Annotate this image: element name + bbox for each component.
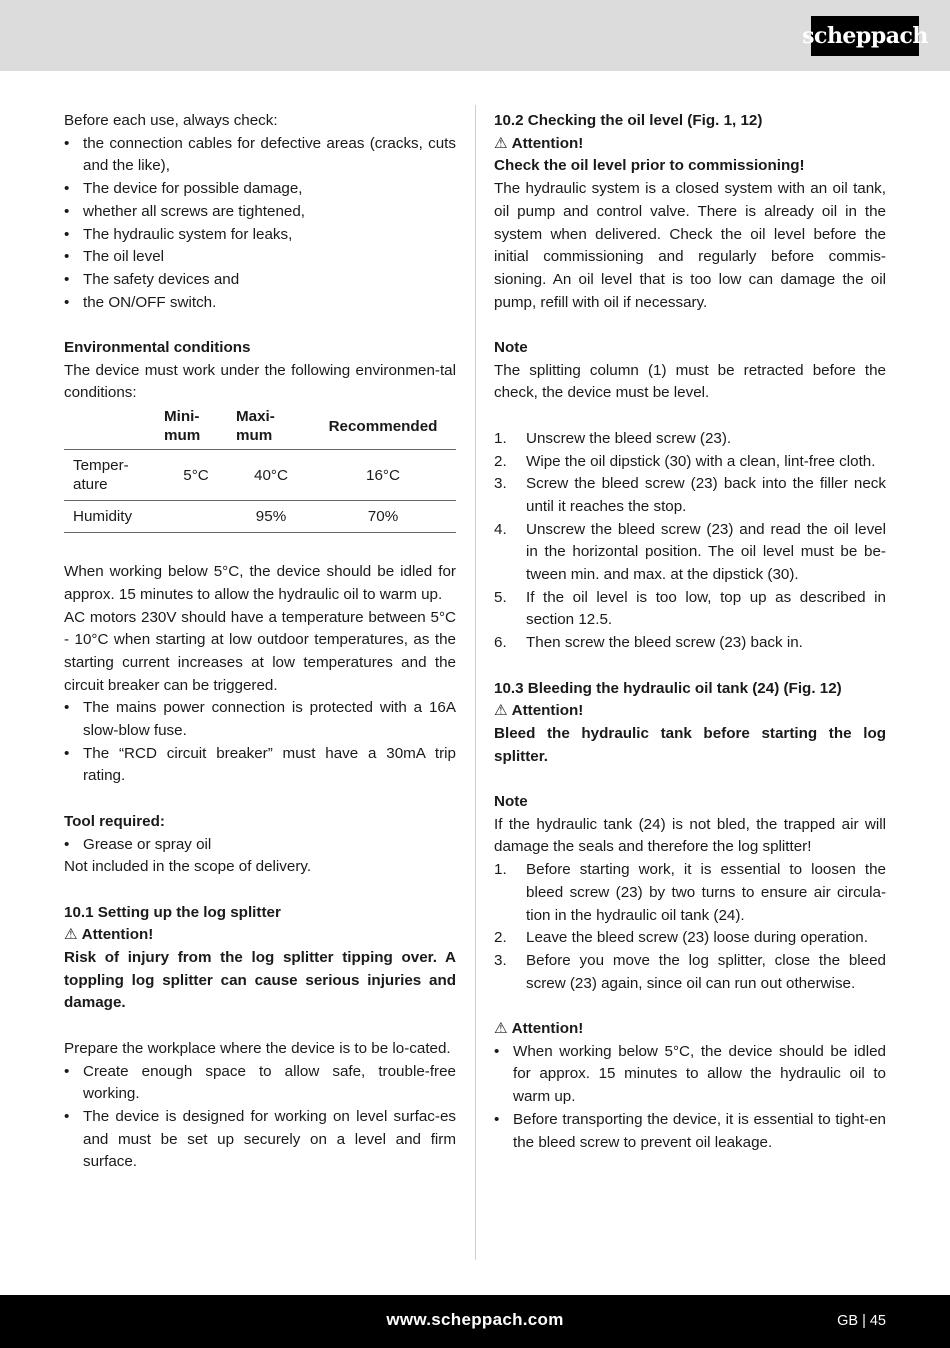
bleed-steps [494, 859, 886, 995]
table-cell [160, 501, 232, 533]
list-item: • The device for possible damage, [64, 178, 456, 201]
table-header-cell: Mini-mum [160, 407, 232, 450]
section-10-2-text: The hydraulic system is a closed system with an oil tank, oil pump and control valve. There is already oil in the system when delivered. Check the oil level before the initial commissioning and regularly before commis-sioning. An oil level that is too low can damage the oil pump, refill with oil if necessary. [494, 180, 886, 311]
table-header-cell [64, 407, 160, 450]
table-cell: Humidity [64, 501, 160, 533]
table-header-cell: Maxi-mum [232, 407, 310, 450]
env-heading: Environmental conditions [64, 339, 251, 357]
ac-motors-text: AC motors 230V should have a temperature between 5°C - 10°C when starting at low outdoor temperatures, as the starting current increases at low temperatures and the circuit breaker can be triggered. [64, 608, 456, 694]
left-column [64, 110, 456, 1174]
list-item: • Before transporting the device, it is essential to tight-en the bleed screw to prevent oil leakage. [494, 1109, 886, 1154]
power-list [64, 697, 456, 788]
list-item: 6. Then screw the bleed screw (23) back in. [494, 634, 803, 652]
list-item: • Create enough space to allow safe, trouble-free working. [64, 1061, 456, 1106]
list-item: 5. If the oil level is too low, top up as described in section 12.5. [494, 588, 886, 629]
page-header [0, 0, 950, 71]
tool-heading: Tool required: [64, 812, 165, 830]
list-item: • The device is designed for working on level surfac-es and must be set up securely on a level and firm surface. [64, 1106, 456, 1174]
list-item: 4. Unscrew the bleed screw (23) and read the oil level in the horizontal position. The oil level must be be-tween min. and max. at the dipstick (30). [494, 520, 886, 584]
warning-triangle-icon: ⚠ [494, 702, 508, 720]
page-footer [0, 1295, 950, 1348]
table-cell: Temper-ature [64, 450, 160, 501]
list-item: • The oil level [64, 246, 456, 269]
warning-text: Bleed the hydraulic tank before starting the log splitter. [494, 724, 886, 765]
list-item: • The “RCD circuit breaker” must have a 30mA trip rating. [64, 743, 456, 788]
brand-logo: scheppach [811, 16, 919, 56]
tool-list [64, 834, 456, 857]
note-heading: Note [494, 793, 528, 811]
warning-triangle-icon: ⚠ [494, 134, 508, 152]
list-item: • When working below 5°C, the device should be idled for approx. 15 minutes to allow the hydraulic oil to warm up. [494, 1041, 886, 1109]
env-text: The device must work under the following environmen-tal conditions: [64, 361, 456, 402]
list-item: 1. Before starting work, it is essential to loosen the bleed screw (23) by two turns to ensure air circula-tion in the hydraulic oil tank (24). [494, 861, 886, 924]
table-row [64, 501, 456, 533]
table-header-cell: Recommended [310, 407, 456, 450]
section-10-1-heading: 10.1 Setting up the log splitter [64, 903, 281, 921]
table-row [64, 450, 456, 501]
attention-label: ⚠ Attention! [64, 926, 154, 944]
oil-check-steps [494, 428, 886, 655]
list-item: • The mains power connection is protected with a 16A slow-blow fuse. [64, 697, 456, 742]
attention-label: ⚠ Attention! [494, 702, 584, 720]
list-item: • Grease or spray oil [64, 834, 456, 857]
table-cell: 70% [310, 501, 456, 533]
warning-text: Check the oil level prior to commissioning! [494, 157, 805, 175]
section-10-3-heading: 10.3 Bleeding the hydraulic oil tank (24) (Fig. 12) [494, 679, 842, 697]
column-divider [475, 105, 476, 1260]
list-item: • whether all screws are tightened, [64, 201, 456, 224]
list-item: • The safety devices and [64, 269, 456, 292]
environment-table [64, 407, 456, 533]
list-item: 1. Unscrew the bleed screw (23). [494, 429, 732, 447]
list-item: • the connection cables for defective areas (cracks, cuts and the like), [64, 133, 456, 178]
warning-triangle-icon: ⚠ [494, 1020, 508, 1038]
table-cell: 5°C [160, 450, 232, 501]
warning-triangle-icon: ⚠ [64, 926, 78, 944]
note-text: If the hydraulic tank (24) is not bled, the trapped air will damage the seals and therefore the log splitter! [494, 815, 886, 856]
list-item: 3. Before you move the log splitter, close the bleed screw (23) again, since oil can run out otherwise. [494, 951, 886, 992]
section-10-2-heading: 10.2 Checking the oil level (Fig. 1, 12) [494, 112, 763, 129]
check-list [64, 133, 456, 315]
attention-label: ⚠ Attention! [494, 1020, 584, 1038]
list-item: 2. Wipe the oil dipstick (30) with a clean, lint-free cloth. [494, 452, 876, 470]
attention-label: ⚠ Attention! [494, 134, 584, 152]
list-item: • The hydraulic system for leaks, [64, 224, 456, 247]
final-attention-list [494, 1041, 886, 1155]
note-text: The splitting column (1) must be retracted before the check, the device must be level. [494, 361, 886, 402]
list-item: 3. Screw the bleed screw (23) back into the filler neck until it reaches the stop. [494, 475, 886, 515]
tool-note: Not included in the scope of delivery. [64, 858, 312, 876]
intro-text: Before each use, always check: [64, 112, 278, 129]
right-column [494, 110, 886, 1154]
list-item: • the ON/OFF switch. [64, 292, 456, 315]
note-heading: Note [494, 339, 528, 357]
warning-text: Risk of injury from the log splitter tipping over. A toppling log splitter can cause serious injuries and damage. [64, 949, 456, 1012]
list-item: 2. Leave the bleed screw (23) loose during operation. [494, 929, 868, 947]
footer-url: www.scheppach.com [386, 1310, 564, 1329]
table-cell: 95% [232, 501, 310, 533]
table-cell: 40°C [232, 450, 310, 501]
page-number: GB | 45 [837, 1313, 886, 1329]
section-10-1-text: Prepare the workplace where the device is to be lo-cated. [64, 1039, 451, 1057]
workplace-list [64, 1061, 456, 1175]
table-cell: 16°C [310, 450, 456, 501]
below-5c-text: When working below 5°C, the device should be idled for approx. 15 minutes to allow the hydraulic oil to warm up. [64, 563, 456, 603]
